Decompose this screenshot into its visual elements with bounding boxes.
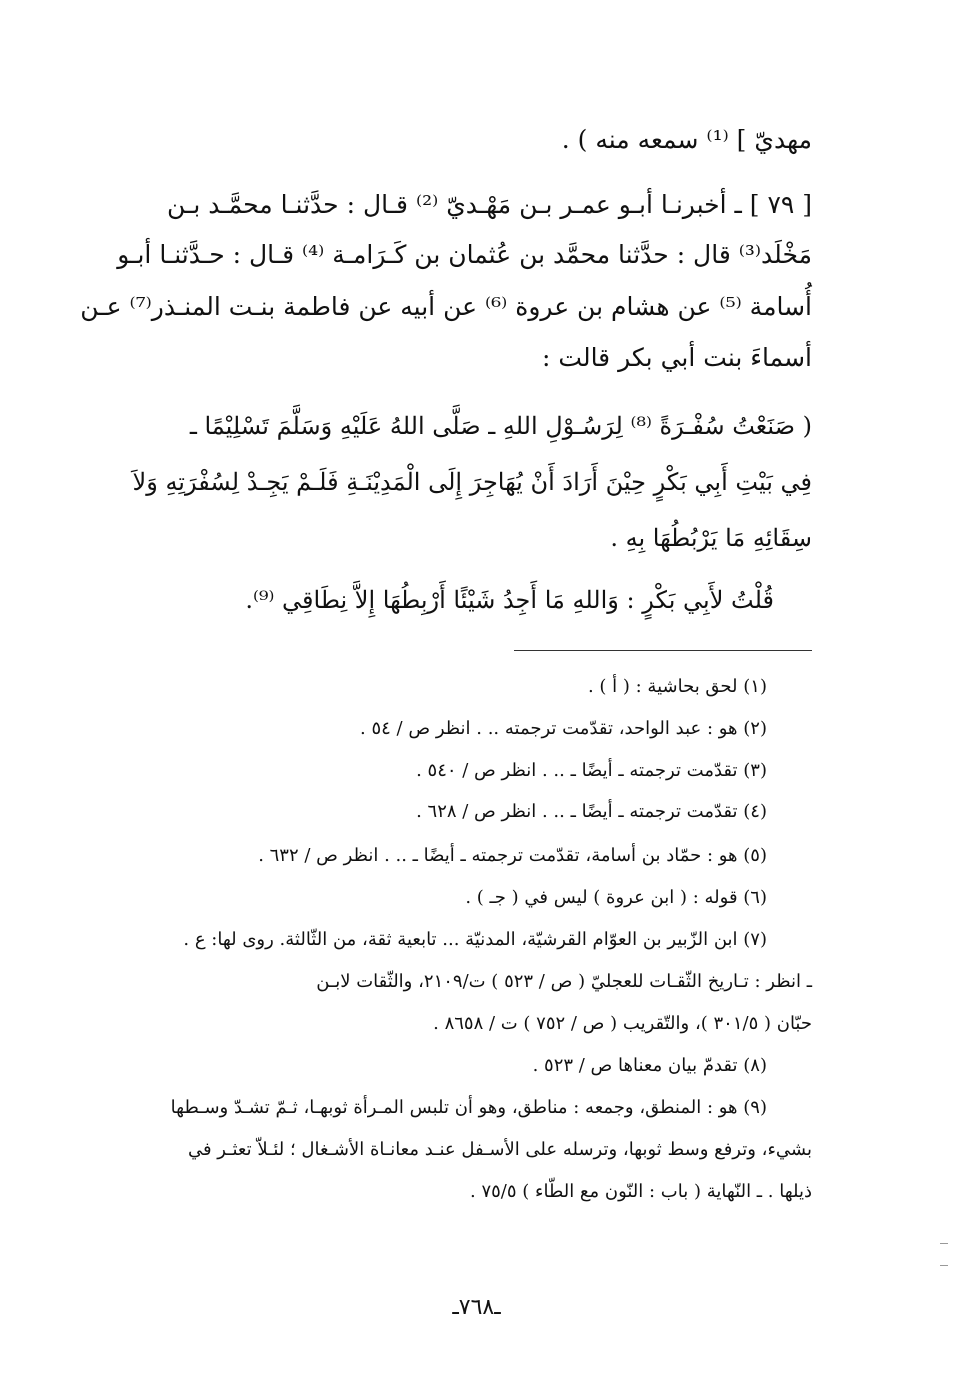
footnote-7-cont-2: حبّان ( ٣٠١/٥ )، والتّقريب ( ص / ٧٥٢ ) ت / ٨٦٥٨ . [433, 1013, 812, 1034]
body-line-3: مَخْلَد⁽³⁾ قال : حدَّثنا محمَّد بن عُثمان بن كَـرَامـة ⁽⁴⁾ قـال : حـدَّثنـا أبـو [117, 240, 812, 269]
scan-mark [940, 1265, 948, 1266]
body-line-4: أُسامة ⁽⁵⁾ عن هشام بن عروة ⁽⁶⁾ عن أبيه عن فاطمة بنـت المنـذر⁽⁷⁾ عـن [80, 292, 812, 321]
footnote-3: (٣) تقدّمت ترجمته ـ أيضًا ـ .. . انظر ص / ٥٤٠ . [416, 760, 767, 781]
scan-mark [940, 1243, 948, 1244]
footnote-9: (٩) هو : المنطق، وجمعه : مناطق، وهو أن تلبس المـرأة ثوبهـا، ثـمّ تشـدّ وسـطها [170, 1097, 767, 1118]
footnote-9-cont-2: ذيلها . ـ النّهاية ( باب : النّون مع الطّاء ) ٧٥/٥ . [470, 1181, 812, 1202]
footnote-4: (٤) تقدّمت ترجمته ـ أيضًا ـ .. . انظر ص / ٦٢٨ . [416, 801, 767, 822]
hadith-line-2: فِي بَيْتِ أَبِي بَكْرٍ حِيْنَ أَرَادَ أَنْ يُهَاجِرَ إِلَى الْمَدِيْنَـةِ فَلَـمْ يَجِـدْ لِسُفْرَتِهِ وَلاَ [132, 468, 812, 496]
footnote-7-cont-1: ـ انظر : تـاريخ الثّقـات للعجليّ ( ص / ٥٢٣ ) ت/٢١٠٩، والثّقات لابـن [316, 971, 812, 992]
footnote-6: (٦) قوله : ( ابن عروة ) ليس في ( جـ ) . [465, 887, 767, 908]
body-line-2: [ ٧٩ ] ـ أخبرنـا أبـو عمـر بـن مَهْـديّ ⁽²⁾ قـال : حدَّثنـا محمَّـد بـن [166, 190, 812, 219]
hadith-line-3: سِقَائِهِ مَا يَرْبُطُهَا بِهِ . [610, 524, 812, 552]
footnote-9-cont-1: بشيء، وترفع وسط ثوبها، وترسله على الأسـفل عنـد معانـاة الأشـغال ؛ لئـلاّ تعثـر في [187, 1139, 812, 1160]
footnote-8: (٨) تقدمّ بيان معناها ص / ٥٢٣ . [532, 1055, 767, 1076]
hadith-line-4: قُلْتُ لأَبِي بَكْرٍ : وَاللهِ مَا أَجِدُ شَيْئًا أَرْبِطُهَا إِلاَّ نِطَاقِي ⁽⁹⁾. [245, 586, 774, 614]
hadith-line-1: ( صَنَعْتُ سُفْـرَةً ⁽⁸⁾ لِرَسُـوْلِ اللهِ ـ صَلَّى اللهُ عَلَيْهِ وَسَلَّمَ تَسْلِيْمًا ـ [189, 412, 812, 440]
footnote-7: (٧) ابن الزّبير بن العوّام القرشيّة، المدنيّة ... تابعية ثقة، من الثّالثة. روى لها: ع . [183, 929, 767, 950]
page-number: ـ٧٦٨ـ [452, 1295, 501, 1320]
footnote-2: (٢) هو : عبد الواحد، تقدّمت ترجمته .. . انظر ص / ٥٤ . [360, 718, 767, 739]
footnote-separator [514, 650, 812, 651]
footnote-5: (٥) هو : حمّاد بن أسامة، تقدّمت ترجمته ـ أيضًا ـ .. . انظر ص / ٦٣٢ . [258, 845, 767, 866]
body-line-5: أسماءَ بنت أبي بكر قالت : [542, 343, 812, 372]
body-line-1: مهديّ ] ⁽¹⁾ سمعه منه ) . [561, 125, 812, 154]
footnote-1: (١) لحق بحاشية : ( أ ) . [587, 676, 767, 697]
